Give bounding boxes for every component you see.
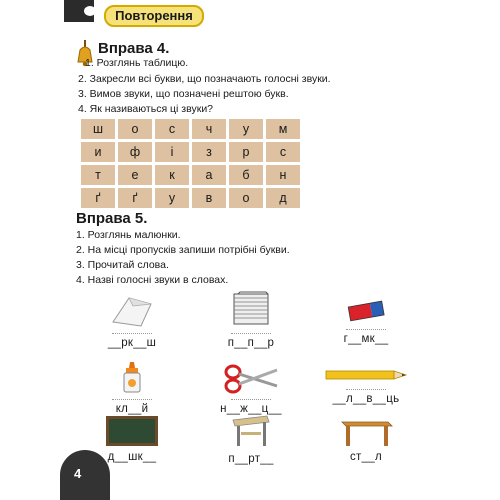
table-row <box>81 188 300 208</box>
ex4-instruction-4: 4. Як називаються ці звуки? <box>78 103 214 115</box>
word-item <box>201 360 301 415</box>
dotted-line <box>231 330 271 334</box>
table-cell[interactable]: а <box>192 165 226 185</box>
paper-icon <box>107 294 157 328</box>
word-blank-field[interactable]: г__мк__ <box>343 333 389 345</box>
ex5-instruction-2: 2. На місці пропусків запиши потрібні букви. <box>76 244 290 256</box>
table-cell[interactable]: е <box>118 165 152 185</box>
dotted-line <box>346 326 386 330</box>
table-cell[interactable]: ш <box>81 119 115 139</box>
table-cell[interactable]: т <box>81 165 115 185</box>
word-blank-field[interactable]: __л__в__ць <box>332 393 400 405</box>
table-cell[interactable]: д <box>266 188 300 208</box>
ex4-instruction-1: 1. Розглянь таблицю. <box>85 57 189 69</box>
page-number-badge <box>60 450 110 500</box>
word-blank-field[interactable]: п__п__р <box>227 337 275 349</box>
ex4-instruction-2: 2. Закресли всі букви, що позначають голосні звуки. <box>78 73 331 85</box>
exercise-4-title: Вправа 4. <box>98 40 170 57</box>
table-cell[interactable]: у <box>155 188 189 208</box>
word-blank-field[interactable]: д__шк__ <box>107 451 157 463</box>
table-row <box>81 165 300 185</box>
word-blank-field[interactable]: п__рт__ <box>228 453 274 465</box>
corner-notch <box>84 6 96 16</box>
page-number: 4 <box>74 466 82 481</box>
pencil-icon <box>324 366 408 384</box>
word-item <box>82 294 182 349</box>
dotted-line <box>112 396 152 400</box>
exercise-5-title: Вправа 5. <box>76 210 148 227</box>
word-item <box>316 296 416 345</box>
ex5-instruction-4: 4. Назві голосні звуки в словах. <box>76 274 229 286</box>
table-cell[interactable]: н <box>266 165 300 185</box>
table-cell[interactable]: о <box>229 188 263 208</box>
dotted-line <box>346 386 386 390</box>
table-cell[interactable]: в <box>192 188 226 208</box>
table-cell[interactable]: і <box>155 142 189 162</box>
table-cell[interactable]: у <box>229 119 263 139</box>
dotted-line <box>112 330 152 334</box>
eraser-icon <box>343 296 389 324</box>
word-item <box>316 366 416 405</box>
word-item <box>201 290 301 349</box>
table-cell[interactable]: с <box>266 142 300 162</box>
table-cell[interactable]: к <box>155 165 189 185</box>
table-cell[interactable]: б <box>229 165 263 185</box>
table-cell[interactable]: ф <box>118 142 152 162</box>
newspaper-stack-icon <box>228 290 274 328</box>
scissors-icon <box>221 360 281 394</box>
table-row <box>81 142 300 162</box>
word-item <box>82 360 182 415</box>
word-blank-field[interactable]: н__ж__ц__ <box>220 403 282 415</box>
word-item <box>316 414 416 463</box>
table-row <box>81 119 300 139</box>
table-icon <box>338 414 394 448</box>
table-cell[interactable]: м <box>266 119 300 139</box>
table-cell[interactable]: ґ <box>118 188 152 208</box>
word-blank-field[interactable]: кл__й <box>115 403 149 415</box>
table-cell[interactable]: о <box>118 119 152 139</box>
letter-table <box>78 116 303 211</box>
table-cell[interactable]: ґ <box>81 188 115 208</box>
table-cell[interactable]: с <box>155 119 189 139</box>
school-desk-icon <box>227 412 275 450</box>
section-label: Повторення <box>104 5 204 27</box>
word-item <box>201 412 301 465</box>
table-cell[interactable]: и <box>81 142 115 162</box>
table-cell[interactable]: з <box>192 142 226 162</box>
word-blank-field[interactable]: __рк__ш <box>107 337 157 349</box>
ex5-instruction-1: 1. Розглянь малюнки. <box>76 229 181 241</box>
glue-bottle-icon <box>117 360 147 394</box>
ex5-instruction-3: 3. Прочитай слова. <box>76 259 169 271</box>
dotted-line <box>231 396 271 400</box>
word-blank-field[interactable]: ст__л <box>349 451 383 463</box>
table-cell[interactable]: ч <box>192 119 226 139</box>
table-cell[interactable]: р <box>229 142 263 162</box>
chalkboard-icon <box>104 414 160 448</box>
ex4-instruction-3: 3. Вимов звуки, що позначені рештою букв. <box>78 88 289 100</box>
